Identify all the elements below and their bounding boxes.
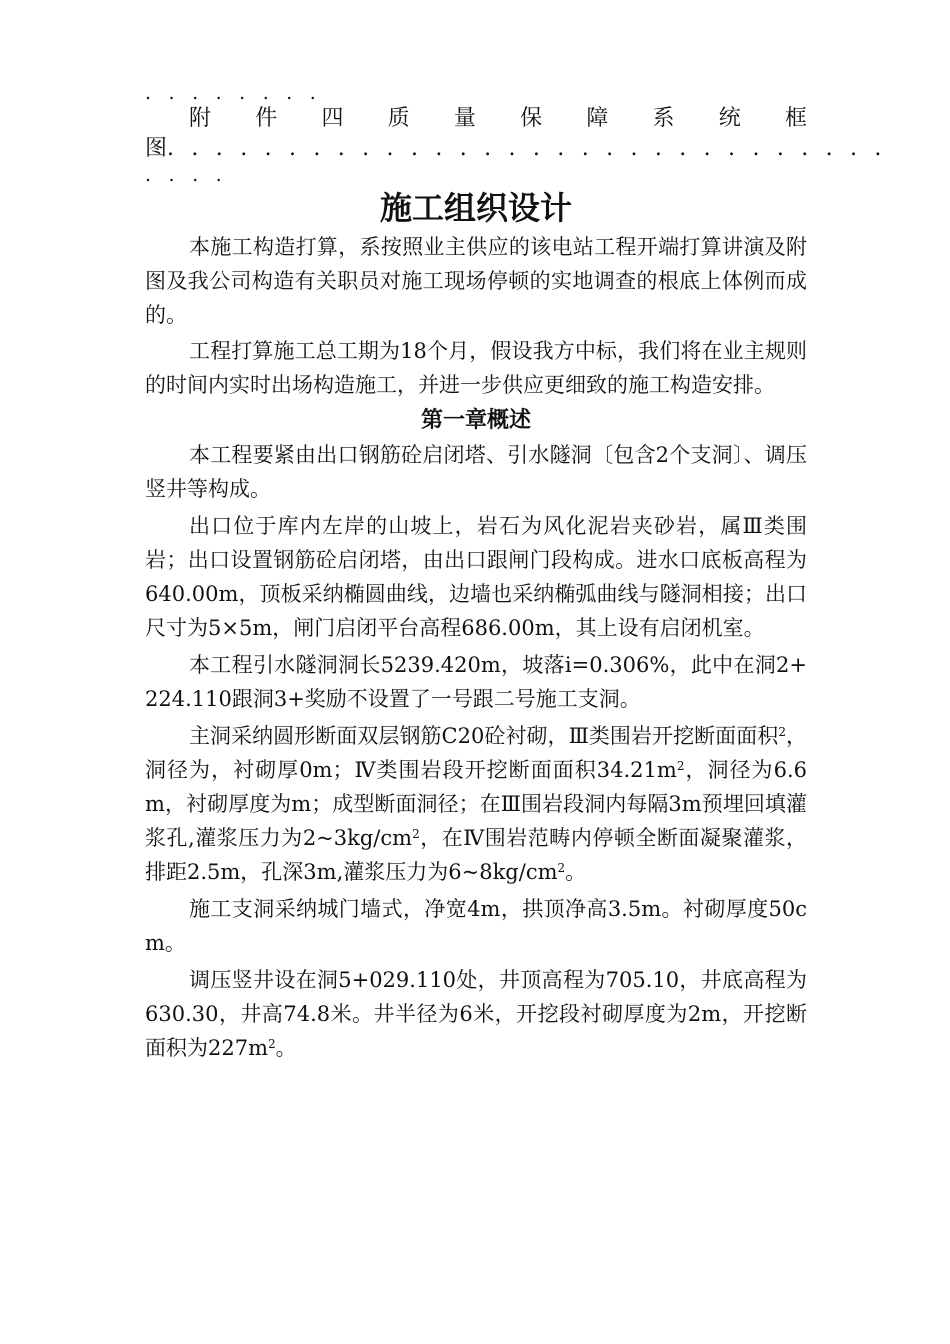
toc-leader-dots-bottom: .... [145, 164, 240, 186]
superscript: 2 [268, 1037, 276, 1051]
body-paragraph-1: 本工程要紧由出口钢筋砼启闭塔、引水隧洞〔包含2个支洞〕、调压竖井等构成。 [145, 443, 807, 501]
toc-entry-appendix-4[interactable] [145, 104, 807, 134]
text-run: ，洞径为6.6m，衬砌厚度为m；成型断面洞径；在Ⅲ围岩段洞内每隔3m预埋回填灌浆孔,灌浆压力为2~3kg/cm [145, 758, 807, 850]
chapter-title: 第一章概述 [420, 407, 531, 433]
text-run: 调压竖井设在洞5+029.110处，井顶高程为705.10，井底高程为630.30，井高74.8米。井半径为6米，开挖段衬砌厚度为2m，开挖断面积为227m [145, 968, 807, 1060]
toc-leader-dots: .............................. [167, 136, 899, 161]
text-run: 。 [565, 860, 587, 884]
superscript: 2 [778, 725, 786, 739]
superscript: 2 [676, 759, 685, 773]
toc-leader-dots-top: ........ [145, 82, 334, 104]
toc-char: 量 [453, 106, 476, 131]
toc-char: 四 [321, 106, 344, 131]
body-paragraph-3: 本工程引水隧洞洞长5239.420m，坡落i=0.306%，此中在洞2+224.110跟洞3+奖励不设置了一号跟二号施工支洞。 [145, 653, 807, 711]
intro-paragraph-1: 本施工构造打算，系按照业主供应的该电站工程开端打算讲演及附图及我公司构造有关职员对施工现场停顿的实地调查的根底上体例而成的。 [145, 235, 807, 327]
toc-char: 障 [586, 106, 609, 131]
intro-paragraph-2: 工程打算施工总工期为18个月，假设我方中标，我们将在业主规则的时间内实时出场构造施工，并进一步供应更细致的施工构造安排。 [145, 339, 807, 397]
toc-char: 附 [189, 106, 212, 131]
toc-char: 系 [652, 106, 675, 131]
toc-char: 统 [718, 106, 741, 131]
body-paragraph-4 [145, 719, 807, 889]
text-run: ，在Ⅳ围岩范畴内停顿全断面凝聚灌浆，排距2.5m，孔深3m,灌浆压力为6~8kg/cm [145, 826, 807, 884]
text-run: 主洞采纳圆形断面双层钢筋C20砼衬砌，Ⅲ类围岩开挖断面面积 [189, 724, 779, 748]
toc-char: 质 [387, 106, 410, 131]
document-title: 施工组织设计 [379, 189, 572, 227]
document-page [145, 82, 899, 1065]
superscript: 2 [557, 861, 566, 875]
body-paragraph-2: 出口位于库内左岸的山坡上，岩石为风化泥岩夹砂岩，属Ⅲ类围岩；出口设置钢筋砼启闭塔，由出口跟闸门段构成。进水口底板高程为640.00m，顶板采纳椭圆曲线，边墙也采纳椭弧曲线与隧洞相接；出口尺寸为5×5m，闸门启闭平台高程686.00m，其上设有启闭机室。 [145, 514, 807, 640]
body-paragraph-6 [145, 963, 807, 1065]
body-paragraph-5: 施工支洞采纳城门墙式，净宽4m，拱顶净高3.5m。衬砌厚度50cm。 [145, 897, 807, 955]
superscript: 2 [412, 827, 420, 841]
text-run: 。 [275, 1036, 297, 1060]
text-run: ，洞径为，衬砌厚0m；Ⅳ类围岩段开挖断面面积34.21m [145, 724, 807, 782]
toc-last-char: 图 [145, 136, 168, 161]
toc-char: 框 [784, 106, 807, 131]
toc-char: 保 [520, 106, 543, 131]
toc-char: 件 [255, 106, 278, 131]
toc-entry-tail [145, 134, 899, 164]
